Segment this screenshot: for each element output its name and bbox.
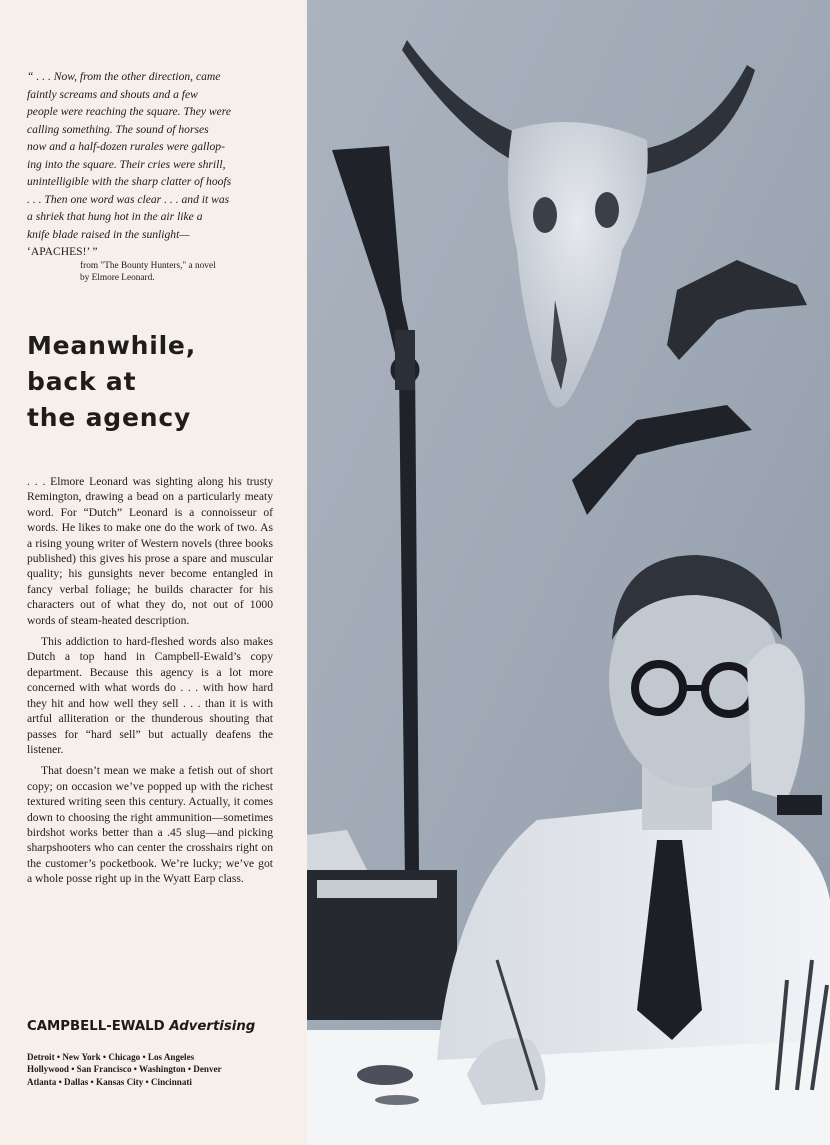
quote-line: a shriek that hung hot in the air like a: [27, 210, 203, 223]
body-copy: [27, 474, 273, 893]
quote-line: now and a half-dozen rurales were gallop-: [27, 140, 225, 153]
quote-line: faintly screams and shouts and a few: [27, 87, 198, 101]
agency-signature: [27, 1019, 287, 1034]
quote-line: calling something. The sound of horses: [27, 122, 209, 136]
body-paragraph: That doesn’t mean we make a fetish out of short copy; on occasion we’ve popped up with the richest textured writing seen this century. Actually, it comes down to choosing the right ammunition—sometimes birdshot works better than a .45 slug—and picking sharpshooters who can center the crosshairs right on the customer’s pocketbook. We’re lucky; we’ve got a whole posse right up in the Wyatt Earp class.: [27, 764, 273, 886]
office-cities: [27, 1051, 287, 1088]
quote-source: [80, 260, 280, 284]
portrait-photo: [307, 0, 830, 1145]
cities-line: Hollywood • San Francisco • Washington • Denver: [27, 1064, 222, 1075]
headline-line: back at: [27, 367, 137, 396]
quote-line: “ . . . Now, from the other direction, came: [27, 70, 221, 83]
source-line: from "The Bounty Hunters," a novel: [80, 261, 216, 271]
quote-line: knife blade raised in the sunlight—: [27, 227, 190, 241]
quote-line: ‘APACHES!’ ”: [27, 245, 98, 258]
agency-tagline: Advertising: [169, 1019, 256, 1034]
headline-line: the agency: [27, 403, 192, 432]
quote-line: people were reaching the square. They were: [27, 105, 232, 118]
cities-line: Atlanta • Dallas • Kansas City • Cincinnati: [27, 1076, 192, 1087]
agency-name: CAMPBELL-EWALD: [27, 1019, 165, 1034]
novel-quote: [27, 68, 273, 261]
headline: [27, 328, 297, 436]
body-paragraph: . . . Elmore Leonard was sighting along his trusty Remington, drawing a bead on a particularly meaty word. For “Dutch” Leonard is a connoisseur of words. He likes to make one do the work of two. As a rising young writer of Western novels (three books published) this gives his prose a spare and muscular quality; his gunsights never become entangled in fancy verbal foliage; he builds character for his characters out of what they do, not out of 1000 words of steam-heated description.: [27, 475, 273, 627]
quote-line: unintelligible with the sharp clatter of hoofs: [27, 175, 232, 188]
source-line: by Elmore Leonard.: [80, 273, 155, 283]
body-paragraph: This addiction to hard-fleshed words also makes Dutch a top hand in Campbell-Ewald’s copy department. Because this agency is a lot more concerned with what words do . . . with how hard they hit and how well they sell . . . than it is with artful alliteration or the thunderous shouting that passes for “hard sell” but actually deafens the listener.: [27, 635, 273, 756]
cities-line: Detroit • New York • Chicago • Los Angeles: [27, 1052, 195, 1062]
headline-line: Meanwhile,: [27, 331, 196, 360]
quote-line: ing into the square. Their cries were shrill,: [27, 157, 226, 171]
text-column: [0, 0, 307, 1145]
quote-line: . . . Then one word was clear . . . and it was: [27, 192, 230, 206]
photo-illustration: [307, 0, 830, 1145]
